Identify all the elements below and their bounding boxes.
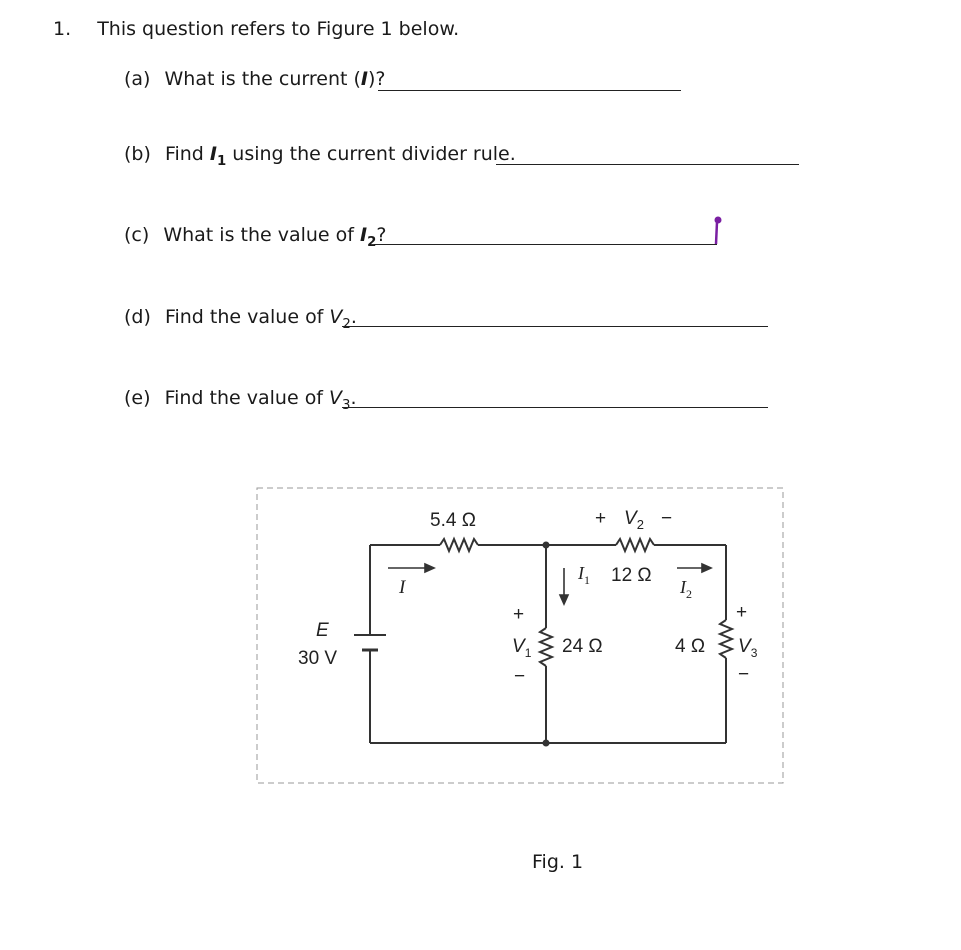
circuit-figure bbox=[250, 480, 795, 795]
label-plus-v3: + bbox=[736, 602, 748, 623]
part-b bbox=[124, 143, 516, 169]
question-intro: This question refers to Figure 1 below. bbox=[97, 18, 460, 40]
text-cursor-marker bbox=[710, 214, 726, 246]
part-a-label: (a) bbox=[124, 68, 151, 90]
label-minus-v3: − bbox=[738, 664, 750, 685]
label-r-shunt: 24 Ω bbox=[562, 636, 603, 657]
label-minus-v1: − bbox=[514, 666, 526, 687]
part-c bbox=[124, 224, 386, 250]
part-b-label: (b) bbox=[124, 143, 151, 165]
current-arrows bbox=[388, 564, 711, 604]
label-i-main: I bbox=[399, 577, 406, 598]
label-v2: $V_2$ bbox=[624, 508, 644, 532]
label-r3: 4 Ω bbox=[675, 636, 706, 657]
part-d bbox=[124, 306, 357, 332]
answer-line-d[interactable] bbox=[342, 326, 768, 327]
part-a bbox=[124, 68, 386, 90]
part-b-text: Find $I_1$ using the current divider rule. bbox=[164, 143, 516, 169]
answer-line-c[interactable] bbox=[374, 244, 717, 245]
label-i1: $I_1$ bbox=[578, 563, 590, 587]
label-plus-v1: + bbox=[513, 604, 525, 625]
question-number: 1. bbox=[53, 18, 72, 40]
label-r2: 12 Ω bbox=[611, 565, 652, 586]
answer-line-b[interactable] bbox=[496, 164, 799, 165]
resistor-5.4 bbox=[440, 539, 478, 551]
label-v3: $V_3$ bbox=[738, 636, 758, 660]
part-d-label: (d) bbox=[124, 306, 151, 328]
question-heading bbox=[53, 18, 459, 40]
resistor-24 bbox=[540, 628, 552, 666]
resistor-12 bbox=[616, 539, 654, 551]
part-c-text: What is the value of $I_2$? bbox=[163, 224, 387, 250]
part-a-text: What is the current (I)? bbox=[164, 68, 386, 90]
junction-top bbox=[543, 542, 550, 549]
answer-line-e[interactable] bbox=[342, 407, 768, 408]
part-c-label: (c) bbox=[124, 224, 150, 246]
part-e bbox=[124, 387, 357, 413]
label-r1: 5.4 Ω bbox=[430, 510, 476, 531]
resistor-4 bbox=[720, 620, 732, 658]
junction-bottom bbox=[543, 740, 550, 747]
label-v2-minus: − bbox=[661, 508, 673, 529]
part-e-text: Find the value of $V_3$. bbox=[164, 387, 357, 413]
label-v1: $V_1$ bbox=[512, 636, 532, 660]
answer-line-a[interactable] bbox=[378, 90, 681, 91]
label-v2-plus: + bbox=[595, 508, 607, 529]
label-source-name: E bbox=[316, 620, 329, 641]
label-source-value: 30 V bbox=[298, 648, 338, 669]
part-d-text: Find the value of $V_2$. bbox=[164, 306, 357, 332]
figure-caption: Fig. 1 bbox=[532, 851, 584, 873]
part-e-label: (e) bbox=[124, 387, 151, 409]
label-i2: $I_2$ bbox=[680, 577, 692, 601]
